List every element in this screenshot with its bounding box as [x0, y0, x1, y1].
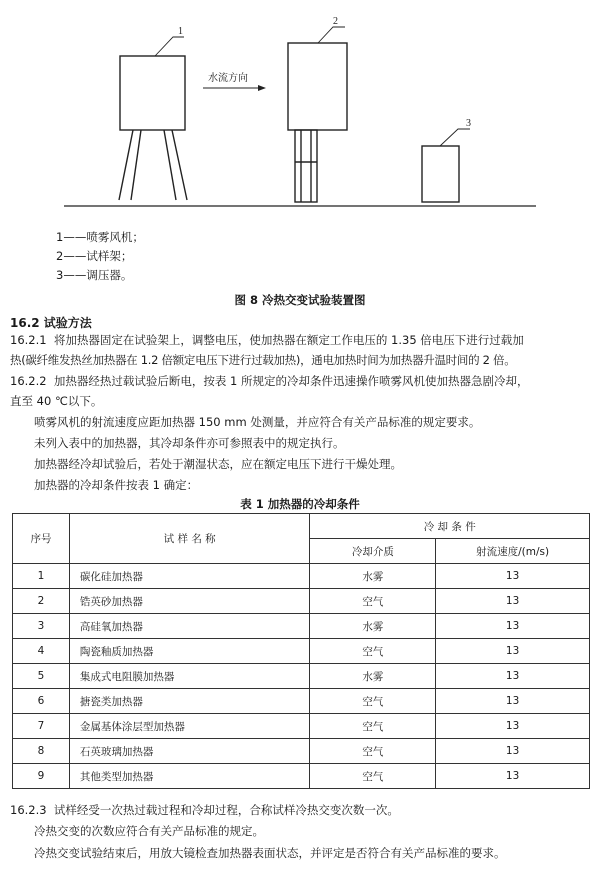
- clause-number: 16.2.1: [10, 333, 47, 347]
- cell-medium: 空气: [310, 739, 436, 764]
- cell-name: 高硅氧加热器: [69, 614, 310, 639]
- cell-name: 其他类型加热器: [69, 764, 310, 789]
- cell-no: 9: [13, 764, 70, 789]
- cell-name: 集成式电阻膜加热器: [69, 664, 310, 689]
- cell-medium: 空气: [310, 764, 436, 789]
- paragraph-drying: 加热器经冷却试验后，若处于潮湿状态，应在额定电压下进行干燥处理。: [34, 457, 402, 471]
- spray-fan-leg: [119, 130, 133, 200]
- cell-speed: 13: [436, 664, 590, 689]
- paragraph-text: 将加热器固定在试验架上，调整电压，使加热器在额定工作电压的 1.35 倍电压下进行过载加: [53, 333, 524, 347]
- callout-3: 3: [466, 118, 471, 129]
- table-row: [13, 689, 590, 714]
- cell-no: 1: [13, 564, 70, 589]
- figure-caption: 图 8 冷热交变试验装置图: [234, 293, 366, 307]
- cell-no: 3: [13, 614, 70, 639]
- legend-item-1: 1——喷雾风机；: [56, 230, 144, 244]
- cell-medium: 空气: [310, 689, 436, 714]
- cell-speed: 13: [436, 639, 590, 664]
- leader-line-1: [155, 37, 184, 56]
- cell-name: 锆英砂加热器: [69, 589, 310, 614]
- cell-speed: 13: [436, 764, 590, 789]
- cell-name: 石英玻璃加热器: [69, 739, 310, 764]
- paragraph-text: 热(碳纤维发热丝加热器在 1.2 倍额定电压下进行过载加热)，通电加热时间为加热器升温时间的 2 倍。: [10, 353, 516, 367]
- header-no: 序号: [13, 514, 70, 564]
- paragraph-jet-speed: 喷雾风机的射流速度应距加热器 150 mm 处测量，并应符合有关产品标准的规定要求。: [34, 415, 481, 429]
- cell-no: 4: [13, 639, 70, 664]
- table-row: [13, 764, 590, 789]
- legend-item-2: 2——试样架；: [56, 249, 133, 263]
- header-name: 试 样 名 称: [69, 514, 310, 564]
- cell-speed: 13: [436, 614, 590, 639]
- cell-medium: 水雾: [310, 614, 436, 639]
- cell-speed: 13: [436, 564, 590, 589]
- clause-number: 16.2.2: [10, 374, 47, 388]
- paragraph-unlisted: 未列入表中的加热器，其冷却条件亦可参照表中的规定执行。: [34, 436, 345, 450]
- table-row: [13, 614, 590, 639]
- paragraph-inspection: 冷热交变试验结束后，用放大镜检查加热器表面状态，并评定是否符合有关产品标准的要求。: [34, 846, 506, 860]
- voltage-regulator: [422, 146, 459, 202]
- cell-no: 5: [13, 664, 70, 689]
- paragraph-text: 直至 40 ℃以下。: [10, 394, 103, 408]
- cell-no: 7: [13, 714, 70, 739]
- table-row: [13, 714, 590, 739]
- cell-name: 陶瓷釉质加热器: [69, 639, 310, 664]
- paragraph-table-ref: 加热器的冷却条件按表 1 确定：: [34, 478, 199, 492]
- cell-name: 碳化硅加热器: [69, 564, 310, 589]
- table-caption: 表 1 加热器的冷却条件: [240, 497, 360, 511]
- flow-direction-label: 水流方向: [208, 73, 248, 84]
- cell-medium: 空气: [310, 589, 436, 614]
- callout-2: 2: [333, 16, 338, 27]
- cell-medium: 空气: [310, 639, 436, 664]
- cell-speed: 13: [436, 714, 590, 739]
- paragraph-16-2-2: [10, 371, 595, 411]
- paragraph-16-2-1: [10, 330, 595, 370]
- clause-number: 16.2.3: [10, 803, 47, 817]
- cell-medium: 水雾: [310, 564, 436, 589]
- paragraph-cycle-count: 冷热交变的次数应符合有关产品标准的规定。: [34, 824, 264, 838]
- cell-medium: 水雾: [310, 664, 436, 689]
- paragraph-16-2-3: [10, 800, 399, 820]
- cell-name: 金属基体涂层型加热器: [69, 714, 310, 739]
- cell-no: 6: [13, 689, 70, 714]
- paragraph-text: 试样经受一次热过载过程和冷却过程，合称试样冷热交变次数一次。: [53, 803, 399, 817]
- table-row: [13, 664, 590, 689]
- cell-no: 2: [13, 589, 70, 614]
- cell-no: 8: [13, 739, 70, 764]
- table-row: [13, 739, 590, 764]
- spray-fan: [120, 56, 185, 130]
- header-cooling: 冷 却 条 件: [310, 514, 590, 539]
- table-row: [13, 589, 590, 614]
- cell-medium: 空气: [310, 714, 436, 739]
- cell-speed: 13: [436, 589, 590, 614]
- cell-speed: 13: [436, 689, 590, 714]
- callout-1: 1: [178, 26, 183, 37]
- table-row: [13, 639, 590, 664]
- header-medium: 冷却介质: [310, 539, 436, 564]
- table-row: [13, 564, 590, 589]
- leader-line-2: [318, 27, 345, 43]
- section-heading: 16.2 试验方法: [10, 316, 92, 330]
- legend-item-3: 3——调压器。: [56, 268, 133, 282]
- paragraph-text: 加热器经热过载试验后断电，按表 1 所规定的冷却条件迅速操作喷雾风机使加热器急剧冷却，: [53, 374, 529, 388]
- cooling-conditions-table: [12, 513, 590, 789]
- sample-rack: [288, 43, 347, 130]
- cell-speed: 13: [436, 739, 590, 764]
- spray-fan-leg: [131, 130, 141, 200]
- sample-rack-stand: [295, 130, 317, 202]
- test-apparatus-diagram: [0, 0, 600, 215]
- header-speed: 射流速度/(m/s): [436, 539, 590, 564]
- cell-name: 搪瓷类加热器: [69, 689, 310, 714]
- leader-line-3: [440, 129, 470, 146]
